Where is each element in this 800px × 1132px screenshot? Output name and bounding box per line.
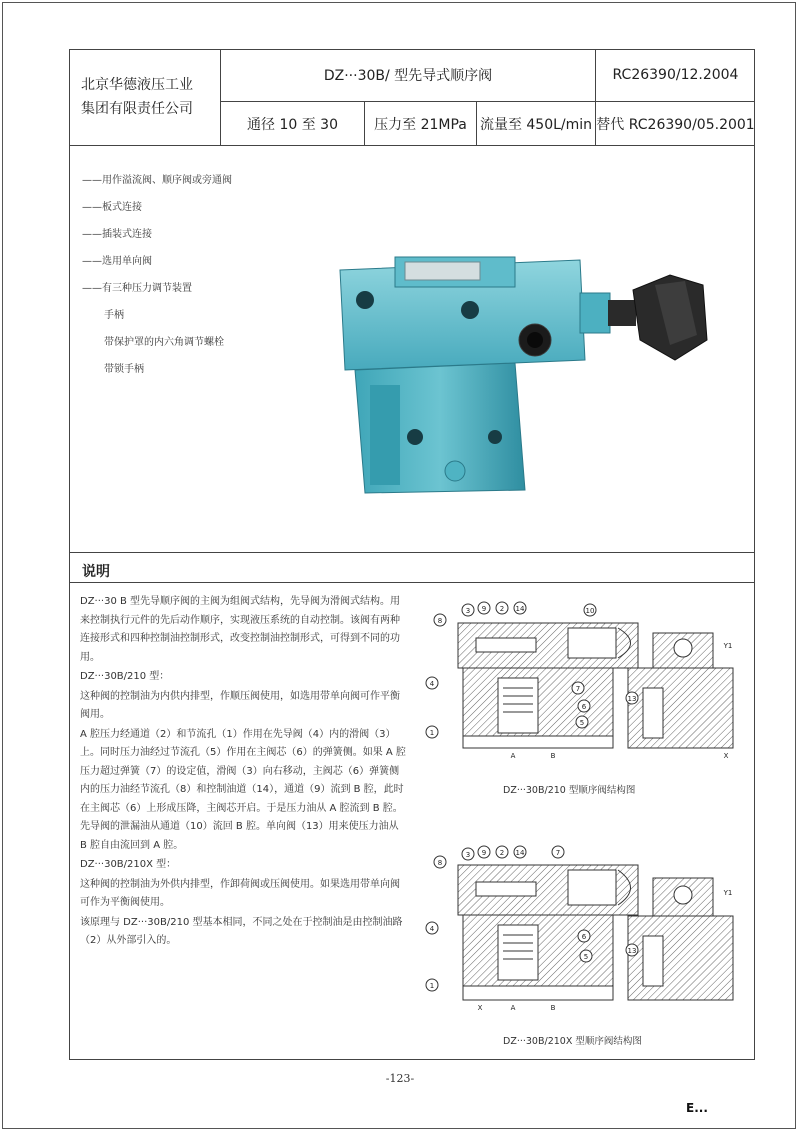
port-label: A xyxy=(510,1004,516,1012)
feature-item: ——插装式连接 xyxy=(82,229,152,240)
port-label: B xyxy=(550,752,556,760)
description-paragraph: DZ···30B/210 型： xyxy=(80,671,170,682)
callout-label: 13 xyxy=(627,947,637,955)
callout-label: 5 xyxy=(579,719,585,727)
description-paragraph: 这种阀的控制油为外供内排型，作卸荷阀或压阀使用。如果选用带单向阀可作为平衡阀使用。 xyxy=(80,878,400,908)
description-paragraph: A 腔压力经通道（2）和节流孔（1）作用在先导阀（4）内的滑阀（3）上。同时压力油经过节流孔（5）作用在主阀芯（6）的弹簧侧。如果 A 腔压力超过弹簧（7）的设定值，滑阀（3）向右移动，主阀芯（6）弹簧侧内的压力油经节流孔（8）和控制油道（14），通道（9）流到 B 腔，此时在主阀芯（6）上形成压降，主阀芯开启。于是压力油从 A 腔流到 B 腔。先导阀的泄漏油从通道（10）流回 B 腔。单向阀（13）用来使压力油从 B 腔自由流回到 A 腔。 xyxy=(80,728,406,851)
callout-label: 1 xyxy=(429,982,435,990)
document-code: RC26390/12.2004 xyxy=(596,49,755,102)
feature-item: ——选用单向阀 xyxy=(82,256,152,267)
callout-label: 9 xyxy=(481,849,487,857)
feature-subitem: 带锁手柄 xyxy=(104,364,144,375)
callout-label: 4 xyxy=(429,680,435,688)
feature-item: ——板式连接 xyxy=(82,202,142,213)
port-label: Y1 xyxy=(723,889,733,897)
callout-label: 2 xyxy=(499,605,505,613)
spec-size: 通径 10 至 30 xyxy=(221,102,365,146)
description-paragraph: 这种阀的控制油为内供内排型，作顺压阀使用，如选用带单向阀可作平衡阀用。 xyxy=(80,690,400,720)
callout-label: 13 xyxy=(627,695,637,703)
description-text xyxy=(80,593,408,952)
spec-pressure: 压力至 21MPa xyxy=(365,102,477,146)
sectional-diagram-210x xyxy=(418,840,748,1020)
callout-label: 9 xyxy=(481,605,487,613)
sectional-diagram-210 xyxy=(418,598,748,768)
spec-flow: 流量至 450L/min xyxy=(477,102,596,146)
callout-label: 14 xyxy=(515,849,525,857)
description-paragraph: 该原理与 DZ···30B/210 型基本相同，不同之处在于控制油是由控制油路（2）从外部引入的。 xyxy=(80,916,403,946)
feature-item: ——用作溢流阀、顺序阀或旁通阀 xyxy=(82,175,232,186)
callout-label: 6 xyxy=(581,933,587,941)
feature-item: ——有三种压力调节装置 xyxy=(82,283,192,294)
port-label: Y1 xyxy=(723,642,733,650)
company-line-1: 北京华德液压工业 xyxy=(81,77,193,93)
product-title: DZ···30B/ 型先导式顺序阀 xyxy=(221,49,596,102)
header-table xyxy=(69,49,755,146)
diagram-caption: DZ···30B/210 型顺序阀结构图 xyxy=(503,785,636,796)
callout-label: 10 xyxy=(585,607,595,615)
company-line-2: 集团有限责任公司 xyxy=(81,101,193,117)
company-name xyxy=(69,49,221,146)
port-label: B xyxy=(550,1004,556,1012)
page-number: -123- xyxy=(385,1072,415,1085)
feature-subitem: 带保护罩的内六角调节螺栓 xyxy=(104,337,224,348)
corner-mark: E... xyxy=(686,1101,708,1115)
diagram-caption: DZ···30B/210X 型顺序阀结构图 xyxy=(503,1036,642,1047)
callout-label: 7 xyxy=(575,685,581,693)
callout-label: 3 xyxy=(465,607,471,615)
section-title: 说明 xyxy=(82,564,110,580)
callout-label: 14 xyxy=(515,605,525,613)
callout-label: 4 xyxy=(429,925,435,933)
callout-label: 1 xyxy=(429,729,435,737)
port-label: X xyxy=(723,752,729,760)
callout-label: 2 xyxy=(499,849,505,857)
callout-label: 7 xyxy=(555,849,561,857)
feature-subitem: 手柄 xyxy=(104,310,124,321)
feature-list xyxy=(82,172,282,388)
section-divider xyxy=(69,582,755,583)
callout-label: 6 xyxy=(581,703,587,711)
callout-label: 8 xyxy=(437,859,443,867)
port-label: X xyxy=(477,1004,483,1012)
description-paragraph: DZ···30B/210X 型： xyxy=(80,859,177,870)
callout-label: 8 xyxy=(437,617,443,625)
port-label: A xyxy=(510,752,516,760)
callout-label: 3 xyxy=(465,851,471,859)
valve-photo xyxy=(325,245,710,495)
callout-label: 5 xyxy=(583,953,589,961)
description-paragraph: DZ···30 B 型先导顺序阀的主阀为组阀式结构，先导阀为滑阀式结构。用来控制执行元件的先后动作顺序，实现液压系统的自动控制。该阀有两种连接形式和四种控制油控制形式，改变控制油控制形式，可得到不同的功用。 xyxy=(80,596,401,663)
section-divider xyxy=(69,552,755,553)
replaces-code: 替代 RC26390/05.2001 xyxy=(596,102,755,146)
